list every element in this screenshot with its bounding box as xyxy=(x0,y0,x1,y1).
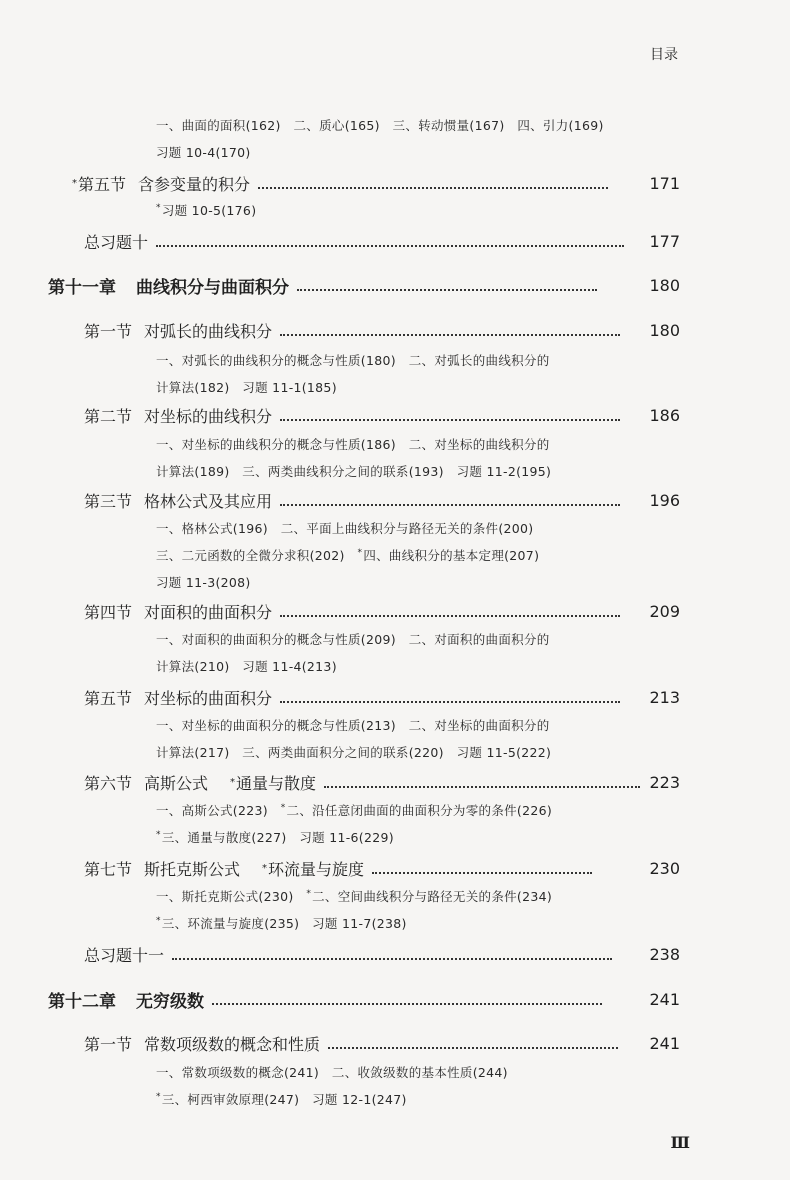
page-number: 177 xyxy=(649,231,680,251)
chapter-label: 第十一章 xyxy=(48,277,116,298)
page-number: 223 xyxy=(649,772,680,792)
subtopics-line: 三、二元函数的全微分求积(202) *四、曲线积分的基本定理(207) xyxy=(156,548,540,563)
subtopics-line: *三、通量与散度(227) 习题 11-6(229) xyxy=(156,830,394,845)
page-folio: Ⅲ xyxy=(670,1133,690,1152)
leader-dots xyxy=(324,785,640,788)
leader-dots xyxy=(172,957,612,960)
leader-dots xyxy=(297,288,597,291)
subtopics-line: 一、对面积的曲面积分的概念与性质(209) 二、对面积的曲面积分的 xyxy=(156,632,550,647)
leader-dots xyxy=(212,1002,602,1005)
section-title: 格林公式及其应用 xyxy=(144,491,273,511)
page-number: 180 xyxy=(649,275,680,295)
section-label: 第五节 xyxy=(78,174,127,194)
toc-entry-chapter[interactable] xyxy=(0,986,790,1012)
subtopics-line: 一、斯托克斯公式(230) *二、空间曲线积分与路径无关的条件(234) xyxy=(156,889,553,904)
subtopics-line: 一、对弧长的曲线积分的概念与性质(180) 二、对弧长的曲线积分的 xyxy=(156,353,550,368)
subtopics-line: 一、格林公式(196) 二、平面上曲线积分与路径无关的条件(200) xyxy=(156,521,534,536)
toc-entry-section[interactable] xyxy=(0,598,790,624)
leader-dots xyxy=(258,186,608,189)
review-title: 总习题十一 xyxy=(84,945,165,965)
section-title: 常数项级数的概念和性质 xyxy=(144,1034,321,1054)
page-number: 213 xyxy=(649,687,680,707)
section-label: 第二节 xyxy=(84,406,133,426)
section-title-extra: 通量与散度 xyxy=(236,773,317,793)
subtopics-line: 计算法(210) 习题 11-4(213) xyxy=(156,659,337,674)
optional-star: * xyxy=(230,776,236,788)
section-title: 斯托克斯公式 xyxy=(144,859,241,879)
page-number: 209 xyxy=(649,601,680,621)
page-number: 241 xyxy=(649,989,680,1009)
leader-dots xyxy=(280,418,620,421)
chapter-label: 第十二章 xyxy=(48,991,116,1012)
section-title: 对坐标的曲线积分 xyxy=(144,406,273,426)
subtopics-line: 计算法(182) 习题 11-1(185) xyxy=(156,380,337,395)
subtopics-line: 一、曲面的面积(162) 二、质心(165) 三、转动惯量(167) 四、引力(169) xyxy=(156,118,604,133)
leader-dots xyxy=(280,503,620,506)
section-title: 高斯公式 xyxy=(144,773,209,793)
page-number: 230 xyxy=(649,858,680,878)
subtopics-line: 一、高斯公式(223) *二、沿任意闭曲面的曲面积分为零的条件(226) xyxy=(156,803,553,818)
subtopics-line: 计算法(217) 三、两类曲面积分之间的联系(220) 习题 11-5(222) xyxy=(156,745,552,760)
toc-entry-review[interactable] xyxy=(0,228,790,254)
toc-entry-section[interactable] xyxy=(0,402,790,428)
section-title: 对坐标的曲面积分 xyxy=(144,688,273,708)
section-title: 对弧长的曲线积分 xyxy=(144,321,273,341)
section-label: 第一节 xyxy=(84,1034,133,1054)
exercise-line: 习题 10-4(170) xyxy=(156,145,251,160)
section-label: 第七节 xyxy=(84,859,133,879)
toc-entry-section[interactable] xyxy=(0,684,790,710)
optional-star: * xyxy=(262,862,268,874)
toc-entry-section[interactable] xyxy=(0,855,790,881)
page-number: 171 xyxy=(649,173,680,193)
page-number: 241 xyxy=(649,1033,680,1053)
page-number: 180 xyxy=(649,320,680,340)
subtopics-line: 一、对坐标的曲面积分的概念与性质(213) 二、对坐标的曲面积分的 xyxy=(156,718,550,733)
review-title: 总习题十 xyxy=(84,232,149,252)
leader-dots xyxy=(280,333,620,336)
subtopics-line: 一、常数项级数的概念(241) 二、收敛级数的基本性质(244) xyxy=(156,1065,508,1080)
toc-entry-section[interactable] xyxy=(0,487,790,513)
page-number: 186 xyxy=(649,405,680,425)
toc-entry-section[interactable] xyxy=(0,170,790,196)
running-header: 目录 xyxy=(650,47,678,63)
page-number: 238 xyxy=(649,944,680,964)
section-label: 第一节 xyxy=(84,321,133,341)
subtopics-line: *三、环流量与旋度(235) 习题 11-7(238) xyxy=(156,916,407,931)
chapter-title: 曲线积分与曲面积分 xyxy=(136,277,289,298)
section-title: 含参变量的积分 xyxy=(138,174,251,194)
toc-entry-section[interactable] xyxy=(0,769,790,795)
toc-entry-section[interactable] xyxy=(0,1030,790,1056)
subtopics-line: 一、对坐标的曲线积分的概念与性质(186) 二、对坐标的曲线积分的 xyxy=(156,437,550,452)
leader-dots xyxy=(280,700,620,703)
section-label: 第六节 xyxy=(84,773,133,793)
exercise-line: *习题 10-5(176) xyxy=(156,203,257,218)
subtopics-line: 计算法(189) 三、两类曲线积分之间的联系(193) 习题 11-2(195) xyxy=(156,464,552,479)
leader-dots xyxy=(372,871,592,874)
section-title-extra: 环流量与旋度 xyxy=(268,859,365,879)
section-label: 第四节 xyxy=(84,602,133,622)
section-label: 第五节 xyxy=(84,688,133,708)
section-title: 对面积的曲面积分 xyxy=(144,602,273,622)
exercise-line: 习题 11-3(208) xyxy=(156,575,251,590)
toc-entry-review[interactable] xyxy=(0,941,790,967)
optional-star: * xyxy=(72,177,77,189)
leader-dots xyxy=(156,244,624,247)
toc-entry-chapter[interactable] xyxy=(0,272,790,298)
leader-dots xyxy=(280,614,620,617)
chapter-title: 无穷级数 xyxy=(136,991,204,1012)
subtopics-line: *三、柯西审敛原理(247) 习题 12-1(247) xyxy=(156,1092,407,1107)
toc-entry-section[interactable] xyxy=(0,317,790,343)
leader-dots xyxy=(328,1046,618,1049)
page-number: 196 xyxy=(649,490,680,510)
section-label: 第三节 xyxy=(84,491,133,511)
